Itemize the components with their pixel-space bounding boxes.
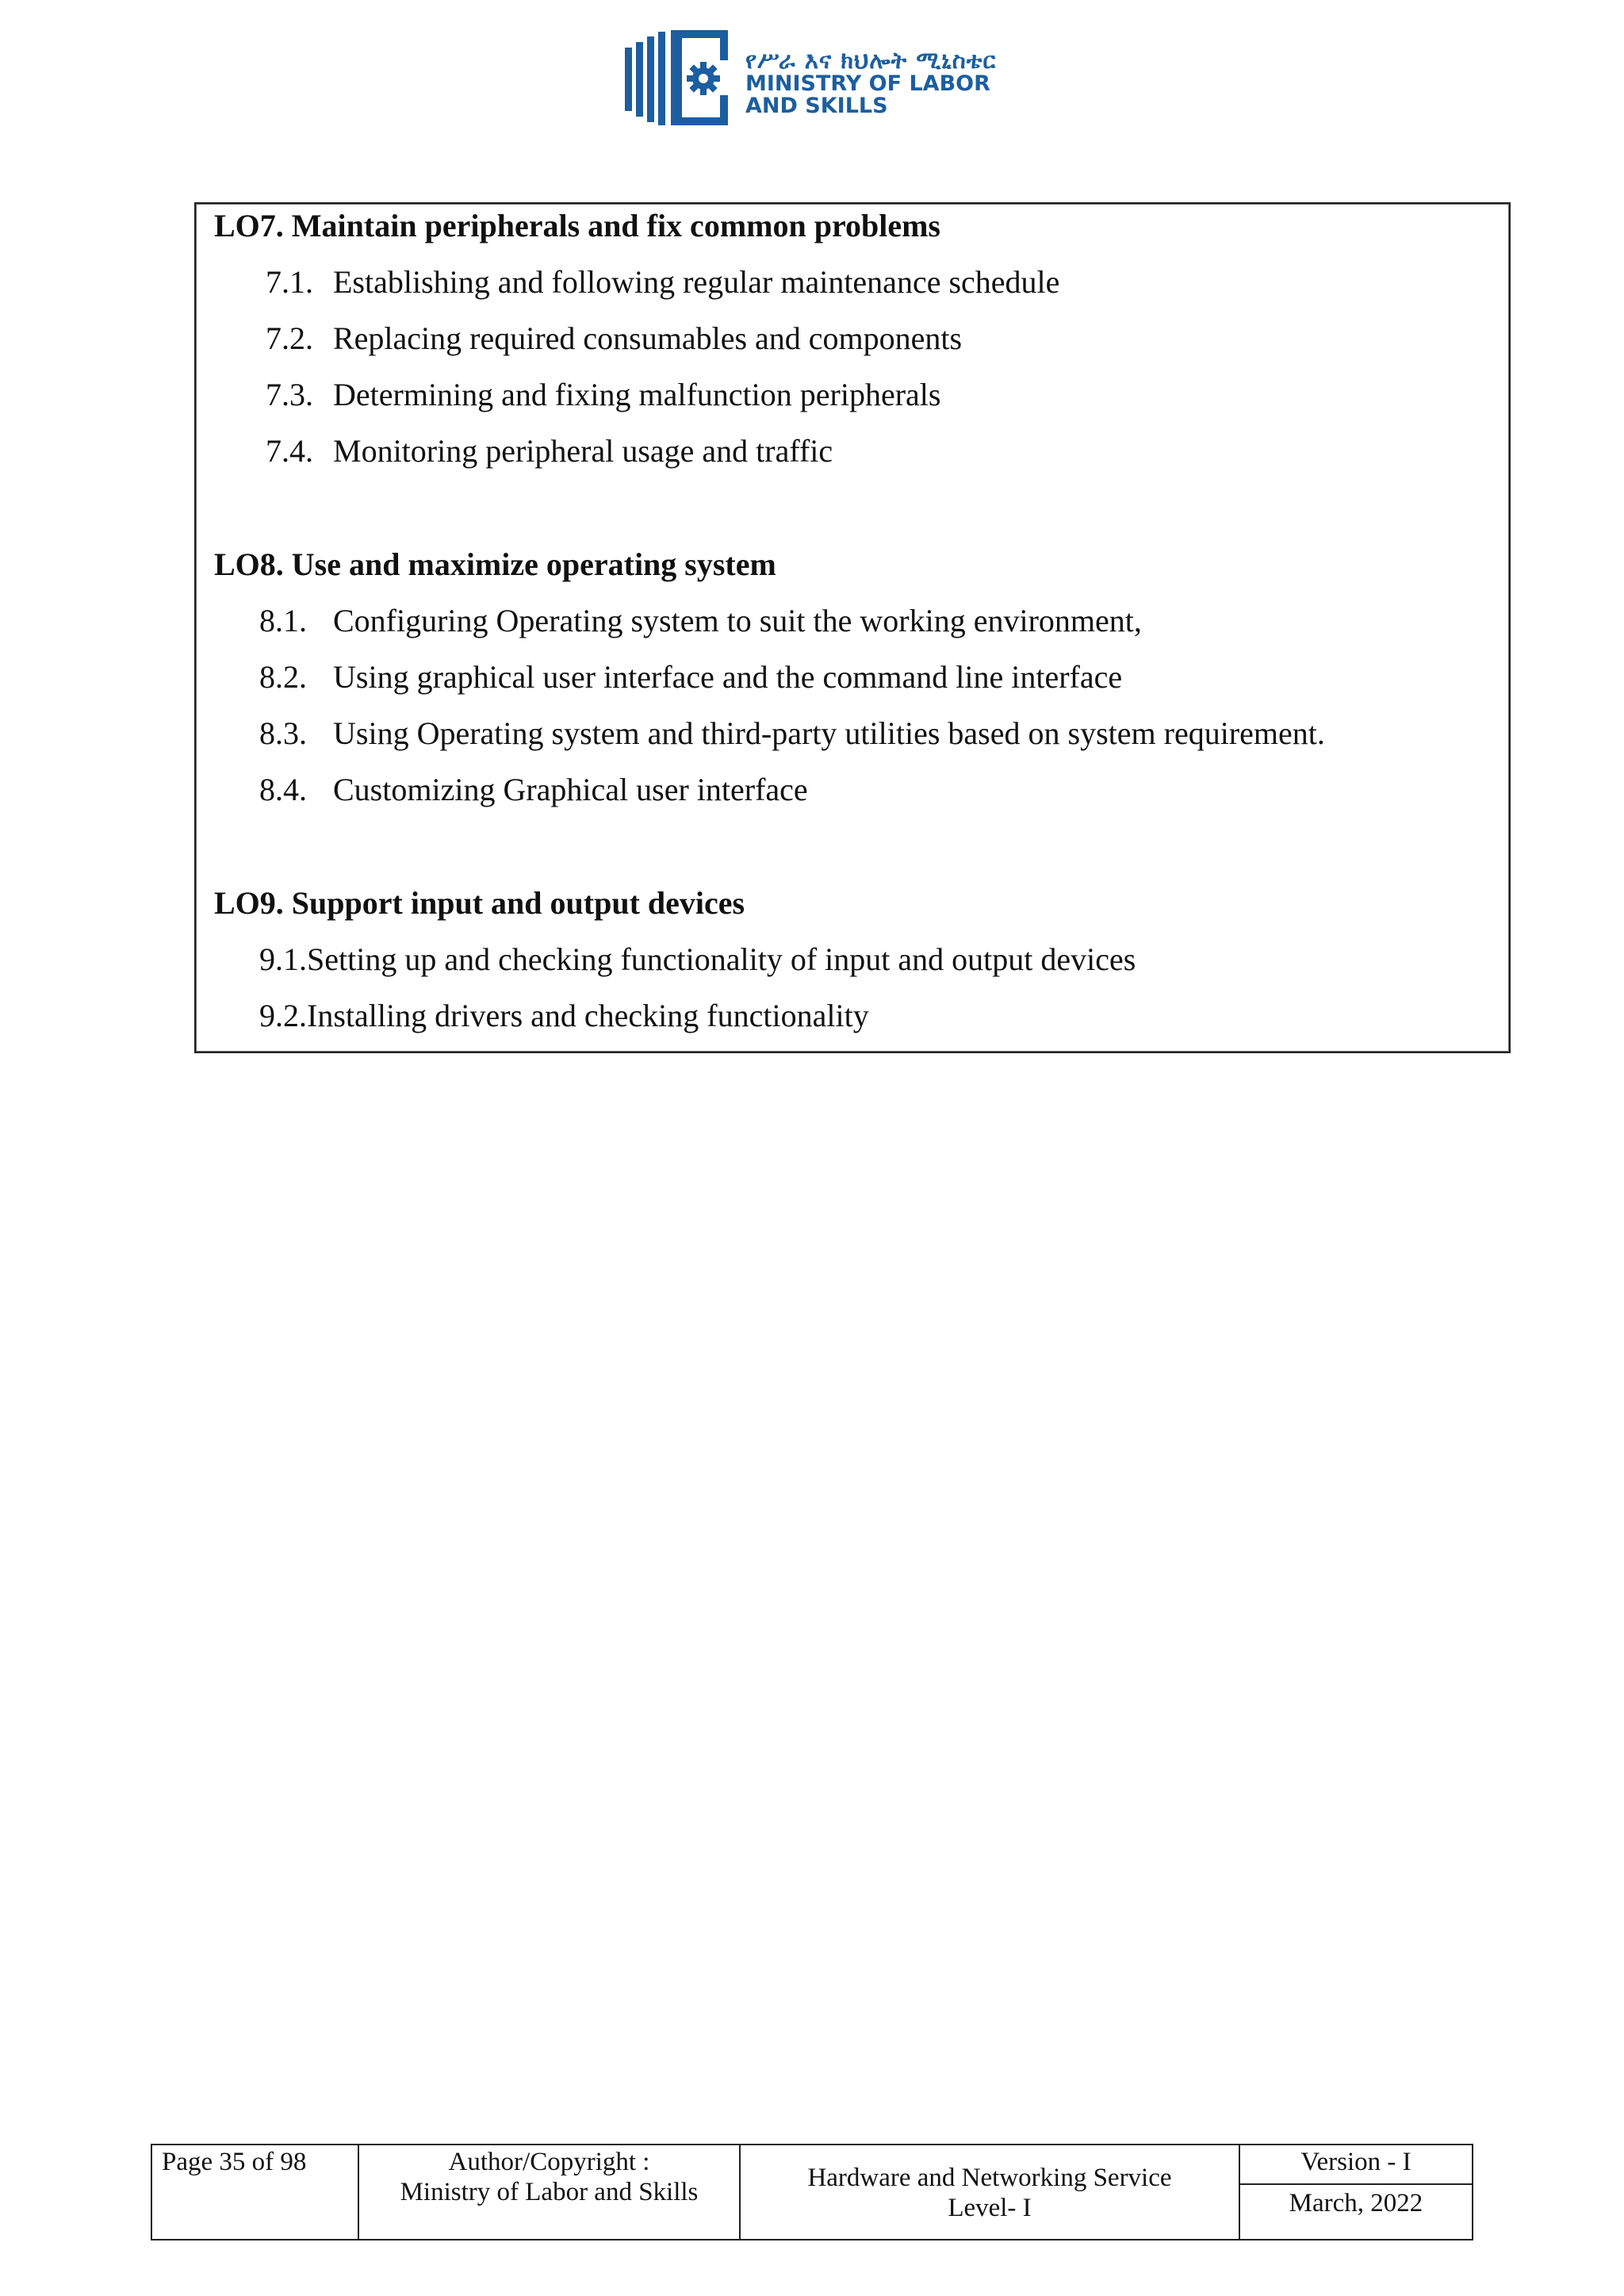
logo-english-line1: MINISTRY OF LABOR (745, 71, 990, 96)
page-number: Page 35 of 98 (162, 2148, 307, 2176)
page-footer (151, 2144, 1473, 2240)
author-label: Author/Copyright : (448, 2148, 650, 2176)
learning-outcomes-box (194, 202, 1511, 1053)
footer-version-cell (1240, 2145, 1472, 2239)
author-name: Ministry of Labor and Skills (400, 2178, 699, 2206)
item-number: 8.1. (259, 603, 307, 638)
ministry-logo (625, 30, 998, 125)
lo7-heading: LO7. Maintain peripherals and fix common problems (214, 208, 940, 243)
item-number: 7.2. (266, 320, 313, 356)
item-text: Installing drivers and checking functionality (307, 998, 869, 1033)
item-text: Using Operating system and third-party utilities based on system requirement. (333, 715, 1325, 751)
footer-page-cell (152, 2145, 359, 2239)
item-number: 7.1. (266, 264, 313, 300)
logo-amharic-name: የሥራ እና ክህሎት ሚኒስቴር (745, 47, 997, 74)
item-number: 8.2. (259, 659, 307, 695)
version-label: Version - I (1300, 2148, 1411, 2176)
item-text: Determining and fixing malfunction peripherals (333, 377, 941, 412)
item-number: 8.3. (259, 715, 307, 751)
item-text: Monitoring peripheral usage and traffic (333, 433, 833, 469)
logo-english-line2: AND SKILLS (745, 94, 888, 118)
footer-title-cell (741, 2145, 1240, 2239)
ministry-logo-emblem (625, 30, 732, 125)
release-date: March, 2022 (1289, 2189, 1423, 2217)
item-number: 7.3. (266, 377, 313, 412)
item-text: Using graphical user interface and the command line interface (333, 659, 1123, 695)
footer-divider (1240, 2183, 1472, 2185)
item-text: Customizing Graphical user interface (333, 772, 808, 807)
gear-icon (685, 60, 722, 97)
item-text: Configuring Operating system to suit the working environment, (333, 603, 1142, 638)
item-number: 8.4. (259, 772, 307, 807)
item-number: 9.1. (259, 941, 307, 977)
lo8-heading: LO8. Use and maximize operating system (214, 546, 776, 582)
item-number: 9.2. (259, 998, 307, 1033)
item-text: Setting up and checking functionality of input and output devices (307, 941, 1136, 977)
course-title: Hardware and Networking Service (807, 2164, 1172, 2192)
item-text: Establishing and following regular maintenance schedule (333, 264, 1060, 300)
item-number: 7.4. (266, 433, 313, 469)
item-text: Replacing required consumables and components (333, 320, 963, 356)
lo9-heading: LO9. Support input and output devices (214, 885, 745, 921)
footer-author-cell (359, 2145, 741, 2239)
course-level: Level- I (948, 2194, 1032, 2222)
